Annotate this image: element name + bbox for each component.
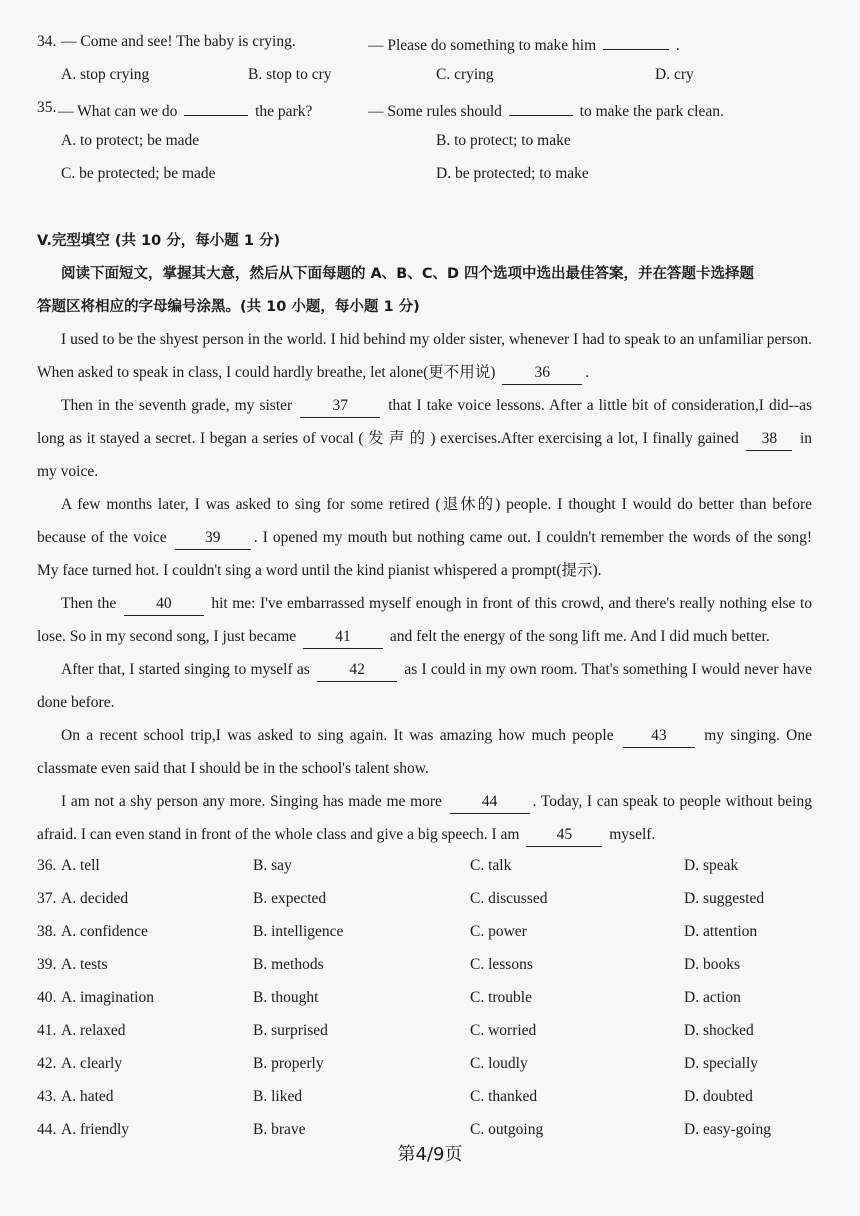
passage-paragraph-2	[37, 389, 812, 488]
option-d: D. be protected; to make	[436, 165, 589, 182]
question-number: 44.	[37, 1121, 57, 1138]
option-a: A. tell	[61, 857, 100, 874]
option-c: C. discussed	[470, 890, 548, 907]
passage-paragraph-6	[37, 719, 812, 785]
paragraph-text: Then the	[61, 595, 117, 612]
paragraph-text: myself.	[609, 826, 656, 843]
paragraph-text: and felt the energy of the song lift me. And I did much better.	[389, 628, 770, 645]
question-number: 40.	[37, 989, 57, 1006]
answer-blank	[509, 93, 573, 116]
question-35-prompt-start: — What can we do	[58, 103, 178, 120]
paragraph-text: that I take voice lessons. After a little bit of consideration,I did--as long as it stayed a secret. I began a series of vocal ( 发 声 的 ) exercises.After exercising a lot, I finally gained	[37, 397, 813, 447]
question-34-options	[0, 60, 860, 90]
option-a: A. relaxed	[61, 1022, 126, 1039]
paragraph-text: . I opened my mouth but nothing came out. I couldn't remember the words of the song! My face turned hot. I couldn't sing a word until the kind pianist whispered a prompt(提示).	[37, 529, 812, 579]
option-a: A. decided	[61, 890, 129, 907]
question-35-response-end: to make the park clean.	[579, 103, 724, 120]
option-c: C. thanked	[470, 1088, 538, 1105]
option-d: D. cry	[655, 66, 694, 83]
option-b: B. surprised	[253, 1022, 328, 1039]
passage-paragraph-5	[37, 653, 812, 719]
passage-paragraph-7	[37, 785, 812, 851]
paragraph-text: On a recent school trip,I was asked to sing again. It was amazing how much people	[61, 727, 614, 744]
option-a: A. confidence	[61, 923, 148, 940]
question-35-prompt-end: the park?	[255, 103, 313, 120]
option-b: B. intelligence	[253, 923, 344, 940]
option-b: B. expected	[253, 890, 327, 907]
option-b: B. stop to cry	[248, 66, 332, 83]
section-title: V.完型填空 (共 10 分，每小题 1 分)	[37, 233, 281, 249]
option-c: C. talk	[470, 857, 512, 874]
choice-row	[0, 1016, 860, 1046]
cloze-blank-37: 37	[300, 395, 380, 418]
option-c: C. crying	[436, 66, 494, 83]
option-d: D. action	[684, 989, 741, 1006]
passage-paragraph-4	[37, 587, 812, 653]
option-b: B. methods	[253, 956, 324, 973]
paragraph-text: . Today, I can speak to people without being afraid. I can even stand in front of the whole class and give a big speech. I am	[37, 793, 812, 843]
section-heading	[0, 226, 860, 256]
cloze-blank-39: 39	[175, 527, 251, 550]
option-c: C. power	[470, 923, 527, 940]
choice-row	[0, 884, 860, 914]
choice-row	[0, 950, 860, 980]
question-number: 37.	[37, 890, 57, 907]
cloze-blank-43: 43	[623, 725, 695, 748]
option-b: B. thought	[253, 989, 319, 1006]
paragraph-text: my singing. One classmate even said that I should be in the school's talent show.	[37, 727, 813, 777]
option-a: A. stop crying	[61, 66, 150, 83]
option-c: C. be protected; be made	[61, 165, 216, 182]
question-34-response-text: — Please do something to make him	[368, 37, 597, 54]
paragraph-text: hit me: I've embarrassed myself enough in front of this crowd, and there's really nothing else to lose. So in my second song, I just became	[37, 595, 812, 645]
paragraph-text: A few months later, I was asked to sing for some retired (退休的) people. I thought I would do better than before because of the voice	[37, 496, 812, 546]
cloze-blank-36: 36	[502, 362, 582, 385]
question-number: 38.	[37, 923, 57, 940]
cloze-blank-45: 45	[526, 824, 602, 847]
question-34-response	[368, 27, 680, 61]
option-a: A. to protect; be made	[61, 132, 200, 149]
choice-row	[0, 1049, 860, 1079]
paragraph-text: I used to be the shyest person in the world. I hid behind my older sister, whenever I had to speak to an unfamiliar person. When asked to speak in class, I could hardly breathe, let alone(更不用说)	[37, 331, 812, 381]
question-number: 35.	[37, 99, 57, 116]
option-c: C. lessons	[470, 956, 533, 973]
cloze-blank-41: 41	[303, 626, 383, 649]
question-35-stem	[0, 93, 860, 123]
question-34-stem	[0, 27, 860, 57]
option-d: D. easy-going	[684, 1121, 771, 1138]
option-d: D. shocked	[684, 1022, 754, 1039]
option-a: A. friendly	[61, 1121, 130, 1138]
option-c: C. outgoing	[470, 1121, 544, 1138]
option-a: A. imagination	[61, 989, 154, 1006]
paragraph-text: as I could in my own room. That's something I would never have done before.	[37, 661, 813, 711]
option-d: D. books	[684, 956, 740, 973]
paragraph-text: Then in the seventh grade, my sister	[61, 397, 293, 414]
page-number: 第4/9页	[397, 1144, 463, 1165]
question-35-response-start: — Some rules should	[368, 103, 502, 120]
paragraph-text: .	[585, 364, 590, 381]
cloze-blank-44: 44	[450, 791, 530, 814]
cloze-blank-42: 42	[317, 659, 397, 682]
option-b: B. properly	[253, 1055, 324, 1072]
option-b: B. to protect; to make	[436, 132, 571, 149]
passage-paragraph-1	[37, 323, 812, 389]
cloze-blank-38: 38	[746, 428, 792, 451]
question-35-options-row1	[0, 126, 860, 156]
paragraph-text: After that, I started singing to myself as	[61, 661, 310, 678]
answer-blank	[603, 27, 669, 50]
question-34-period: .	[675, 37, 680, 54]
passage-paragraph-3	[37, 488, 812, 587]
option-a: A. tests	[61, 956, 108, 973]
question-number: 41.	[37, 1022, 57, 1039]
question-number: 34.	[37, 33, 57, 50]
option-c: C. trouble	[470, 989, 532, 1006]
answer-blank	[184, 93, 248, 116]
question-34-prompt: — Come and see! The baby is crying.	[61, 33, 296, 50]
choice-row	[0, 917, 860, 947]
option-c: C. worried	[470, 1022, 537, 1039]
option-a: A. clearly	[61, 1055, 123, 1072]
question-35-prompt	[58, 93, 312, 127]
choice-row	[0, 851, 860, 881]
option-a: A. hated	[61, 1088, 114, 1105]
question-number: 36.	[37, 857, 57, 874]
option-d: D. attention	[684, 923, 758, 940]
option-b: B. say	[253, 857, 292, 874]
option-d: D. doubted	[684, 1088, 753, 1105]
question-number: 39.	[37, 956, 57, 973]
cloze-blank-40: 40	[124, 593, 204, 616]
section-instruction-line2	[0, 292, 860, 322]
instruction-text: 答题区将相应的字母编号涂黑。(共 10 小题，每小题 1 分)	[37, 299, 420, 315]
section-instruction-line1	[0, 259, 860, 289]
paragraph-text: I am not a shy person any more. Singing has made me more	[61, 793, 442, 810]
question-35-options-row2	[0, 159, 860, 189]
option-c: C. loudly	[470, 1055, 528, 1072]
option-d: D. specially	[684, 1055, 759, 1072]
option-d: D. suggested	[684, 890, 765, 907]
choice-row	[0, 983, 860, 1013]
option-b: B. brave	[253, 1121, 306, 1138]
instruction-text: 阅读下面短文，掌握其大意，然后从下面每题的 A、B、C、D 四个选项中选出最佳答案，并在答题卡选择题	[61, 266, 755, 282]
question-number: 42.	[37, 1055, 57, 1072]
option-b: B. liked	[253, 1088, 303, 1105]
choice-row	[0, 1082, 860, 1112]
paragraph-text: in my voice.	[37, 430, 813, 480]
question-35-response	[368, 93, 724, 127]
question-number: 43.	[37, 1088, 57, 1105]
option-d: D. speak	[684, 857, 739, 874]
